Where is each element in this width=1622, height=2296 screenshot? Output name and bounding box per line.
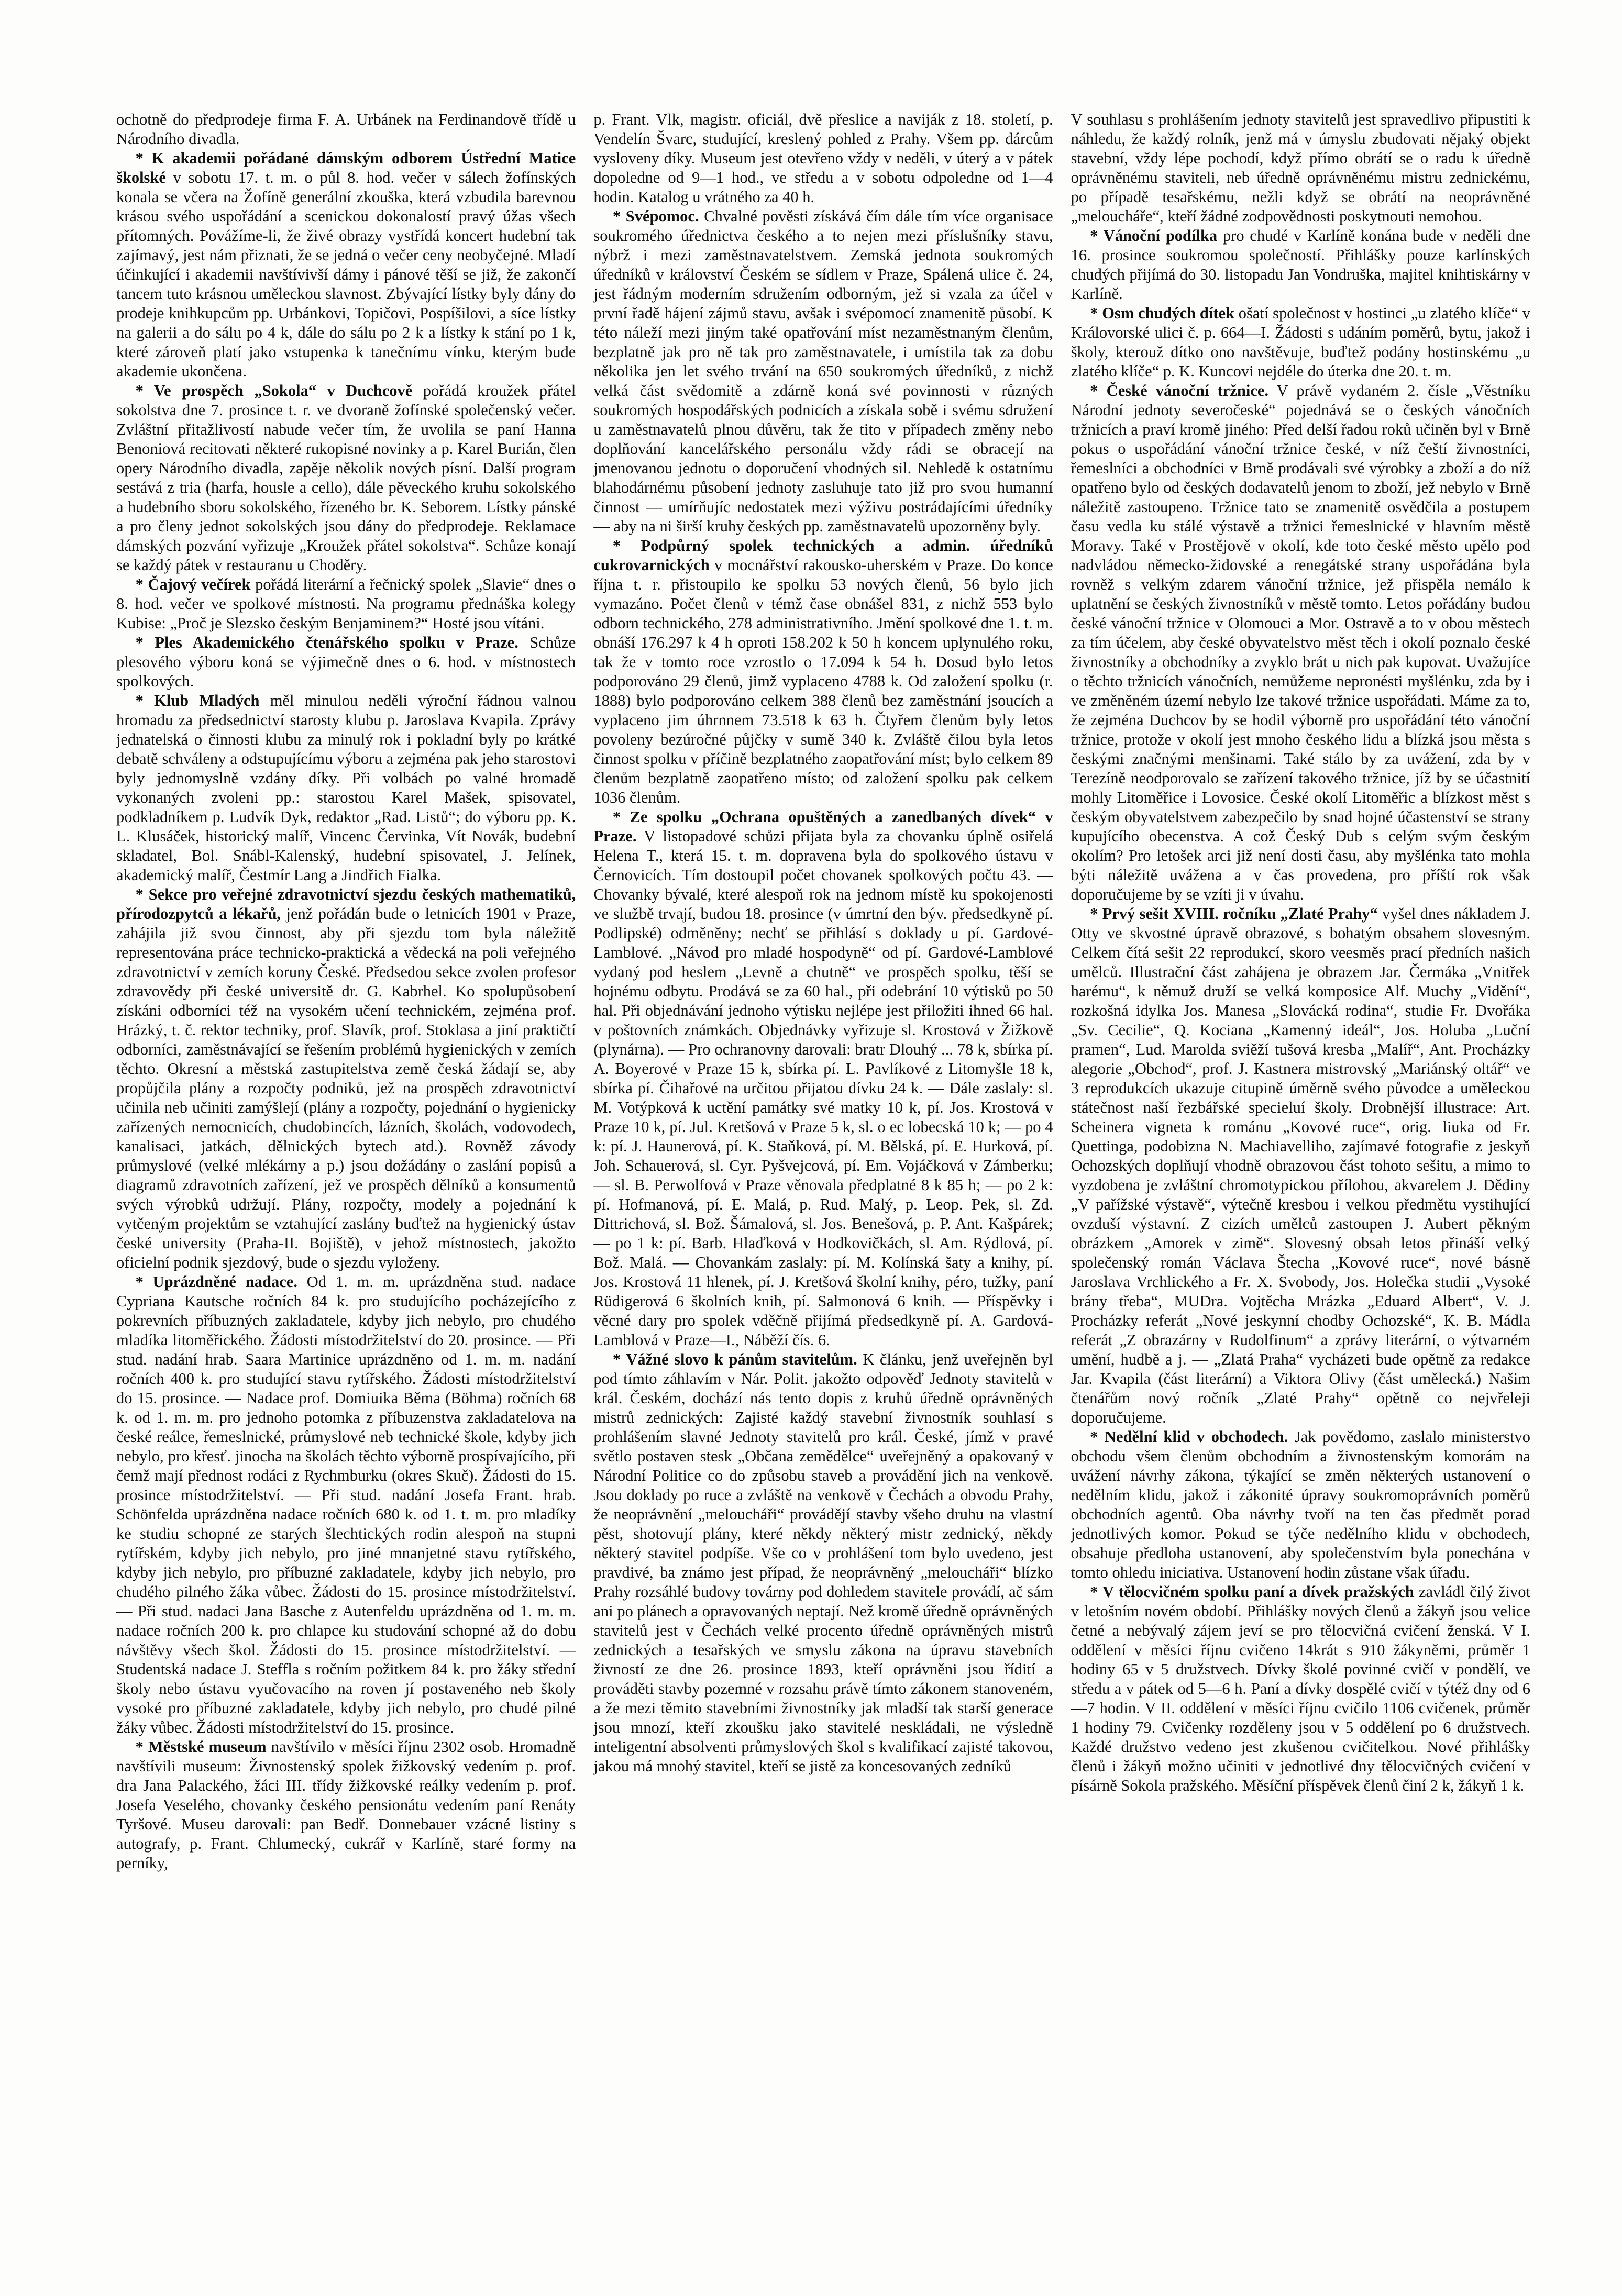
column-middle: [593, 110, 1053, 2278]
article-paragraph: [1071, 904, 1530, 1427]
article-paragraph: [593, 536, 1053, 807]
article-paragraph: [116, 633, 576, 691]
article-heading: * České vánoční tržnice.: [1090, 382, 1269, 400]
article-paragraph: [116, 885, 576, 1272]
article-paragraph: [593, 110, 1053, 207]
article-text: V listopadové schůzi přijata byla za chovanku úplně osiřelá Helena T., která 15. t. m. dopravena byla do spolkového ústavu v Černovicích. Tím dostoupil počet chovanek spolkových počtu 43. — Chovanky bývalé, které alespoň rok na jednom místě ku spokojenosti ve službě trvají, budou 18. prosince (v úmrtní den býv. předsedkyně pí. Podlipské) odměněny; nechť se přihlásí s doklady u pí. Gardové-Lamblové. „Návod pro mladé hospodyně“ od pí. Gardové-Lamblové vydaný pod heslem „Levně a chutně“ ve prospěch spolku, těší se hojnému odbytu. Prodává se za 60 hal., při odebrání 10 výtisků po 50 hal. Při objednávání jednoho výtisku nejlépe jest přiložiti ihned 66 hal. v poštovních známkách. Objednávky vyřizuje sl. Krostová v Žižkově (plynárna). — Pro ochranovny darovali: bratr Dlouhý ... 78 k, sbírka pí. A. Boyerové v Praze 15 k, sbírka pí. L. Pavlíkové z Litomyšle 18 k, sbírka pí. Čihařové na určitou přijatou dívku 24 k. — Dále zaslaly: sl. M. Votýpková k uctění památky své matky 10 k, pí. Jos. Krostová v Praze 10 k, pí. Jul. Kretšová v Praze 5 k, sl. o ec lobecská 10 k; — po 4 k: pí. J. Haunerová, pí. K. Staňková, pí. M. Bělská, pí. E. Hurková, pí. Joh. Schauerová, sl. Cyr. Pyšvejcová, pí. Em. Vojáčková v Zámberku; — sl. B. Perwolfová v Praze věnovala předplatné 8 k 85 h; — po 2 k: pí. Hofmanová, pí. E. Malá, p. Rud. Malý, p. Leop. Pek, sl. Zd. Dittrichová, sl. Bož. Šámalová, sl. Jos. Benešová, p. P. Ant. Kašpárek; — po 1 k: pí. Barb. Hlaďková v Hodkovičkách, sl. Am. Rýdlová, pí. Bož. Malá. — Chovankám zaslaly: pí. M. Kolínská šaty a knihy, pí. Jos. Krostová 11 hlenek, pí. J. Kretšová školní knihy, péro, tužky, paní Rüdigerová 6 školních knih, pí. Salmonová 6 knih. — Příspěvky i věcné dary pro spolek vděčně přijímá předsedkyně pí. A. Gardová-Lamblová v Praze—I., Náběží čís. 6.: [593, 827, 1053, 1349]
article-heading: * Městské museum: [135, 1738, 267, 1756]
article-paragraph: [116, 381, 576, 575]
column-left: [116, 110, 576, 2278]
article-paragraph: [1071, 1582, 1530, 1795]
article-text: Chvalné pověsti získává čím dále tím více organisace soukromého úřednictva českého a to nejen mezi příslušníky stavu, nýbrž i mezi zaměstnavatelstvem. Zemská jednota soukromých úředníků v království Českém se sídlem v Praze, Spálená ulice č. 24, jest řádným moderním sdružením odborným, jež si vzala za účel v první řadě hájení zájmů stavu, avšak i svépomocí znamenitě působí. K této náleží mezi jiným také opatřování míst nezaměstnaným členům, bezplatně jak pro ně tak pro zaměstnavatele, i umístila tak za dobu několika jen let svého trvání na 650 soukromých úředníků, z nichž velká část svědomitě a zdárně koná své povinnosti v různých soukromých hospodářských podnicích a získala sobě i svému sdružení u zaměstnavatelů plnou důvěru, tak že tito v případech změny nebo doplňování kancelářského personálu vždy rádi se obracejí na jmenovanou jednotu o doporučení vhodných sil. Nehledě k ostatnímu blahodárnému působení jednoty zasluhuje tato již pro svou humanní činnost — umírňujíc nedostatek mezi výživu postrádajícími úředníky — aby na ni širší kruhy českých pp. zaměstnavatelů upozorněny byly.: [593, 207, 1053, 535]
column-right: [1071, 110, 1530, 2278]
article-heading: * Ve prospěch „Sokola“ v Duchcově: [135, 382, 413, 400]
article-text: p. Frant. Vlk, magistr. oficiál, dvě přeslice a naviják z 18. století, p. Vendelín Švarc, studující, kreslený pohled z Prahy. Všem pp. dárcům vysloveny díky. Museum jest otevřeno vždy v neděli, v úterý a v pátek dopoledne od 9—1 hod., ve středu a v sobotu odpoledne od 1—4 hodin. Katalog u vrátného za 40 h.: [593, 110, 1053, 206]
article-paragraph: [593, 807, 1053, 1350]
article-text: pro chudé v Karlíně konána bude v neděli dne 16. prosince soukromou společností. Přihlášky pouze karlínských chudých přijímá do 30. listopadu Jan Vondruška, majitel knihtiskárny v Karlíně.: [1071, 227, 1530, 303]
article-paragraph: [116, 575, 576, 633]
article-heading: * Svépomoc.: [612, 207, 699, 225]
article-text: Jak povědomo, zaslalo ministerstvo obchodu všem členům obchodním a živnostenským komorám na uvážení návrhy zákona, týkající se změn některých ustanovení o nedělním klidu, jakož i zákonité úpravy soukromoprávních poměrů obchodních agentů. Oba návrhy tvoří na ten čas předmět porad jednotlivých komor. Pokud se týče nedělního klidu v obchodech, obsahuje předloha ustanovení, aby společenstvím byla ponechána v tomto ohledu iniciativa. Ustanovení hodin zůstane však úřadu.: [1071, 1428, 1530, 1581]
article-text: Schůze plesového výboru koná se výjimečně dnes o 6. hod. v místnostech spolkových.: [116, 634, 576, 690]
article-paragraph: [116, 110, 576, 149]
article-heading: * Vážné slovo k pánům stavitelům.: [612, 1350, 857, 1368]
article-paragraph: [593, 207, 1053, 536]
article-text: v sobotu 17. t. m. o půl 8. hod. večer v sálech žofínských konala se včera na Žofíně generální zkouška, která vzbudila barevnou krásou svého uspořádání a scenickou dokonalostí pravý úžas všech přítomných. Povážíme-li, že živé obrazy vystřídá koncert hudební tak zajímavý, jest nám přiznati, že se jedná o večer ceny neobyčejné. Mladí účinkující i akademii navštívivší dámy i pánové těší se již, že zakončí tancem tuto krásnou uměleckou slavnost. Zbývající lístky byly dány do prodeje knihkupcům pp. Urbánkovi, Topičovi, Pospíšilovi, a síce lístky na galerii a do sálu po 4 k, dále do sálu po 2 k a lístky k stání po 1 k, které zároveň platí jako vstupenka k tanečnímu vínku, kterým bude akademie ukončena.: [116, 169, 576, 380]
article-text: vyšel dnes nákladem J. Otty ve skvostné úpravě obrazové, s bohatým obsahem slovesným. Celkem čítá sešit 22 reprodukcí, skoro veesměs prací předních našich umělců. Illustrační část zahájena je obrazem Jar. Čermáka „Vnitřek harému“, k němuž druží se velká komposice Alf. Muchy „Vidění“, rozkošná idylka Jos. Manesa „Slovácká rodina“, studie Fr. Dvořáka „Sv. Cecilie“, Q. Kociana „Kamenný ideál“, Jos. Holuba „Luční pramen“, Lud. Marolda sviěží tušová kresba „Malíř“, Ant. Procházky alegorie „Obchod“, prof. J. Kastnera mistrovský „Mariánský oltář“ ve 3 reprodukcích ukazuje citupině úměrně svého původce a uměleckou státečnost naší řezbářské specieluí školy. Drobnější illustrace: Art. Scheinera vigneta k románu „Kovové ruce“, orig. liuka od Fr. Quettinga, podobizna N. Machiavelliho, zajímavé fotografie z jeskyň Ochozských doplňují vhodně obrazovou část tohoto sešitu, a mimo to vyzdobena je zvláštní chromotypickou přílohou, akvarelem J. Dědiny „V pařížské výstavě“, výtečně kresbou i velkou předmětu vystihující ovzduší výstavní. Z cizích umělců zastoupen J. Aubert pěkným obrázkem „Amorek v zimě“. Slovesný obsah letos přináší velký společenský román Václava Štecha „Kovové ruce“, nové básně Jaroslava Vrchlického a Fr. X. Svobody, Jos. Holečka studii „Vysoké brány třeba“, MUDra. Vojtěcha Mrázka „Eduard Albert“, V. J. Procházky referát „Nové jeskynní chodby Ochozské“, K. B. Mádla referát „Z obrazárny v Rudolfinum“ a zprávy literární, o výtvarném umění, hudbě a j. — „Zlatá Praha“ vycházeti bude opětně za redakce Jar. Kvapila (část literární) a Viktora Olivy (část umělecká.) Našim čtenářům nový ročník „Zlaté Prahy“ opětně co nejvřeleji doporučujeme.: [1071, 905, 1530, 1426]
article-text: jenž pořádán bude o letnicích 1901 v Praze, zahájila již svou činnost, aby při sjezdu tom byla náležitě representována práce technicko-praktická a vědecká na poli veřejného zdravotnictví v zemích koruny České. Předsedou sekce zvolen profesor zdravovědy při české universitě dr. G. Kabrhel. Ko spolupůsobení získáni odborníci též na vysokém učení technickém, zejména prof. Hrázký, t. č. rektor techniky, prof. Slavík, prof. Stoklasa a jiní praktičtí odborníci, zaměstnávající se řešením problémů hygienických v zemích těchto. Okresní a městská zastupitelstva země česká žádají se, aby propůjčila plány a rozpočty podniků, jež na prospěch zdravotnictví učinila neb učiniti zamýšlejí (plány a rozpočty, pojednání o hygienicky zařízených nemocnicích, chudobincích, lázních, školách, vodovodech, kanalisaci, jatkách, dělnických bytech atd.). Rovněž závody průmyslové (velké mlékárny a p.) jsou dožádány o zaslání popisů a diagramů zdravotních zařízení, jež ve prospěch dělníků a konsumentů svých výrobků udržují. Plány, rozpočty, modely a pojednání k vytčeným projektům se vztahující zaslány buďtež na hygienický ústav české university (Praha-II. Bojiště), v jehož místnostech, jakožto oficielní podnik sjezdový, bude o sjezdu vyloženy.: [116, 905, 576, 1271]
article-paragraph: [1071, 304, 1530, 381]
article-heading: * Podpůrný spolek technických a admin. úředníků cukrovarnických: [593, 537, 1053, 574]
article-heading: * V tělocvičném spolku paní a dívek pražských: [1090, 1583, 1414, 1601]
article-paragraph: [1071, 381, 1530, 904]
article-text: Od 1. m. m. uprázdněna stud. nadace Cypriana Kautsche ročních 84 k. pro studujícího pocházejícího z pokrevních příbuzných zakladatele, kdyby jich nebylo, pro chudého mladíka litoměřického. Žádosti místodržitelství do 20. prosince. — Při stud. nadání hrab. Saara Martinice uprázdněno od 1. m. m. nadání ročních 400 k. pro studující stavu rytířského. Žádosti místodržitelství do 15. prosince. — Nadace prof. Domiuika Běma (Böhma) ročních 68 k. od 1. m. m. pro jednoho potomka z příbuzenstva zakladatelova na české reálce, řemeslnické, průmyslové neb technické škole, kdyby jich nebylo, pro křesť. jinocha na školách těchto výborně prospívajícího, při čemž mají přednost rodáci z Rychmburku (okres Skuč). Žádosti do 15. prosince místodržitelství. — Při stud. nadání Josefa Frant. hrab. Schönfelda uprázdněna nadace ročních 680 k. od 1. t. m. pro mladíky ke studiu schopné ze starých šlechtických rodin alespoň na stupni rytířském, kdyby jich nebylo, pro jiné mnanjetné stavu rytířského, kdyby jich nebylo, pro příbuzné zakladatele, kdyby jich nebylo, pro chudého pilného žáka vůbec. Žádosti do 15. prosince místodržitelství. — Při stud. nadaci Jana Basche z Autenfeldu uprázdněna od 1. m. m. nadace ročních 200 k. pro chlapce ku studování schopné až do dobu návštěvy všech škol. Žádosti do 15. prosince místodržitelství. — Studentská nadace J. Steffla s ročním požitkem 84 k. pro žáky střední školy nebo ústavu vyučovacího na roven jí postaveného neb školy vysoké pro příbuzné zakladatele, kdyby jich nebylo, pro chudé pilné žáky vůbec. Žádosti místodržitelství do 15. prosince.: [116, 1273, 576, 1736]
article-paragraph: [593, 1350, 1053, 1776]
article-paragraph: [116, 149, 576, 381]
article-heading: * Čajový večírek: [135, 575, 251, 593]
article-paragraph: [1071, 1427, 1530, 1582]
article-paragraph: [1071, 226, 1530, 304]
article-text: ochotně do předprodeje firma F. A. Urbánek na Ferdinandově třídě u Národního divadla.: [116, 110, 576, 148]
article-heading: * Nedělní klid v obchodech.: [1090, 1428, 1288, 1446]
article-paragraph: [116, 1737, 576, 1873]
article-heading: * Sekce pro veřejné zdravotnictví sjezdu českých mathematiků, přírodozpytců a lékařů,: [116, 885, 576, 923]
article-heading: * Vánoční podílka: [1090, 227, 1218, 245]
article-text: K článku, jenž uveřejněn byl pod tímto záhlavím v Nár. Polit. jakožto odpověď Jednoty stavitelů v král. Českém, dochází nás tento dopis z kruhů úředně oprávněných mistrů zednických: Zajisté každý stavební živnostník souhlasí s prohlášením slavné Jednoty stavitelů pro král. České, jímž v pravé světlo postaven stesk „Občana zemědělce“ uveřejněný a opakovaný v Národní Politice co do způsobu staveb a provádění jich na venkově. Jsou doklady po ruce a zvláště na venkově v Čechách a obvodu Prahy, že neoprávnění „meloucháři“ provádějí stavby všeho druhu na vlastní pěst, shotovují plány, které někdy některý mistr zednický, někdy některý stavitel podpíše. Vše co v prohlášení tom bylo uvedeno, jest pravdivé, ba známo jest případ, že neoprávněný „meloucháři“ blízko Prahy rozsáhlé budovy továrny pod dohledem stavitele provádí, ač sám ani po plánech a opravovaných neptají. Než kromě úředně oprávněných stavitelů jest v Čechách velké procento úředně oprávněných mistrů zednických a tesařských ve smyslu zákona na úpravu stavebních živností ze dne 26. prosince 1893, kteří oprávněni jsou řídití a prováděti stavby pozemné v rozsahu právě tímto zákonem stanoveném, a že mezi těmito stavebními živnostníky jak mladší tak starší generace jsou mnozí, kteří zkoušku jako stavitelé neskládali, ne výsledně inteligentní absolventi průmyslových škol s kvalifikací zajisté takovou, jakou má mnohý stavitel, kteří se jistě za koncesovaných zedníků: [593, 1350, 1053, 1775]
article-paragraph: [1071, 110, 1530, 226]
article-text: navštívilo v měsíci říjnu 2302 osob. Hromadně navštívili museum: Živnostenský spolek žižkovský vedením p. prof. dra Jana Palackého, žáci III. třídy žižkovské reálky vedením p. prof. Josefa Veselého, chovanky českého pensionátu vedením paní Renáty Tyršové. Museu darovali: pan Bedř. Donnebauer vzácné listiny s autografy, p. Frant. Chlumecký, cukrář v Karlíně, staré formy na perníky,: [116, 1738, 576, 1872]
article-text: měl minulou neděli výroční řádnou valnou hromadu za předsednictví starosty klubu p. Jaroslava Kvapila. Zprávy jednatelská o činnosti klubu za minulý rok i pokladní byly po krátké debatě schváleny a odstupujícímu výboru a zejména pak jeho starostovi byly jednomyslně vzdány díky. Při volbách po valné hromadě vykonaných zvoleni pp.: starostou Karel Mašek, spisovatel, podkladníkem p. Ludvík Dyk, redaktor „Rad. Listů“; do výboru pp. K. L. Klusáček, historický malíř, Vincenc Červinka, Vít Novák, budební skladatel, Bol. Snábl-Kalenský, hudební spisovatel, J. Jelínek, akademický malíř, Čestmír Lang a Jindřich Fialka.: [116, 692, 576, 884]
article-paragraph: [116, 1272, 576, 1737]
article-paragraph: [116, 691, 576, 885]
article-heading: * K akademii pořádané dámským odborem Ústřední Matice školské: [116, 149, 576, 186]
article-text: zavládl čilý život v letošním novém období. Přihlášky nových členů a žákyň jsou velice četné a nebývalý zájem jeví se pro tělocvičná cvičení ženská. V I. oddělení v měsíci říjnu cvičeno 14krát s 910 žákyněmi, průměr 1 hodiny 65 v 5 družstvech. Dívky školé povinné cvičí v pondělí, ve středu a v pátek od 5—6 h. Paní a dívky dospělé cvičí v týtéž dny od 6—7 hodin. V II. oddělení v měsíci říjnu cvičilo 1106 cvičenek, průměr 1 hodiny 79. Cvičenky rozděleny jsou v 5 oddělení po 6 družstvech. Každé družstvo vedeno jest zkušenou cvičitelkou. Nové přihlášky členů i žákyň možno učiniti v jednotlivé dny tělocvičných cvičení v písárně Sokola pražského. Měsíční příspěvek členů činí 2 k, žákyň 1 k.: [1071, 1583, 1530, 1794]
article-text: V právě vydaném 2. čísle „Věstníku Národní jednoty severočeské“ pojednává se o českých vánočních tržnicích a praví kromě jiného: Před delší řadou roků učiněn byl v Brně pokus o uspořádání vánoční tržnice české, v níž čeští živnostníci, řemeslníci a obchodníci v Brně prodávali své výrobky a zboží a do níž opatřeno bylo od českých dodavatelů jenom to zboží, jež nebylo v Brně náležitě zastoupeno. Tržnice tato se znamenitě osvědčila a postupem času vedla ku stálé výstavě a tržnici řemeslnické v hlavním městě Moravy. Také v Prostějově v okolí, kde toto české město upělo pod nadvládou německo-židovské a renegátské strany uspořádána byla rovněž s velkým zdarem vánoční tržnice, jež přispěla nemálo k uplatnění se českých živnostníků v městě tomto. Letos pořádány budou české vánoční tržnice v Olomouci a Mor. Ostravě a to v obou městech za tím účelem, aby české obyvatelstvo měst těch i okolí poznalo české živnostníky a obchodníky a zvyklo brát u nich pak kupovat. Uvažujíce o těchto tržnicích vánočních, nemůžeme nepronésti myšlénku, zda by i ve změněném území nebylo lze takové tržnice uspořádati. Máme za to, že zejména Duchcov by se hodil výborně pro uspořádání této vánoční tržnice, protože v okolí jest mnoho českého lidu a blízká jsou města s českými značnými menšinami. Také stálo by za uvážení, zda by v Terezíně neodporovalo se zařízení takového tržnice, jíž by se účastnití mohly Litoměřice i Lovosice. České okolí Litoměřic a blízkost měst s českým obyvatelstvem zabezpečilo by snad hojné účastenství se strany kupujícího obecenstva. A což Český Dub s celým svým českým okolím? Pro letošek arci již není dosti času, aby myšlénka tato mohla býti náležitě uvážena a v čas provedena, pro příští rok však doporučujeme by se vzíti ji v úvahu.: [1071, 382, 1530, 903]
article-heading: * Ples Akademického čtenářského spolku v Praze.: [135, 634, 518, 651]
article-text: ošatí společnost v hostinci „u zlatého klíče“ v Královorské ulici č. p. 664—I. Žádosti s udáním poměrů, bytu, jakož i školy, kterouž dítko ono navštěvuje, buďtež podány hostinskému „u zlatého klíče“ p. K. Kuncovi nejdéle do úterka dne 20. t. m.: [1071, 304, 1530, 380]
article-text: pořádá literární a řečnický spolek „Slavie“ dnes o 8. hod. večer ve spolkové místnosti. Na programu přednáška kolegy Kubise: „Proč je Slezsko českým Benjaminem?“ Hosté jsou vítáni.: [116, 575, 576, 632]
article-text: pořádá kroužek přátel sokolstva dne 7. prosince t. r. ve dvoraně žofínské společenský večer. Zvláštní přitažlivostí nabude večer tím, že uvolila se paní Hanna Benoniová recitovati některé rukopisné novinky a p. Karel Burián, člen opery Národního divadla, zapěje několik nových písní. Další program sestává z tria (harfa, housle a cello), dále pěveckého kruhu sokolského a hudebního sboru sokolského, řízeného br. K. Seborem. Lístky pánské a pro členy jednot sokolských jsou dány do předprodeje. Reklamace dámských pozvání vyřizuje „Kroužek přátel sokolstva“. Schůze konají se každý pátek v restauranu u Choděry.: [116, 382, 576, 574]
article-heading: * Osm chudých dítek: [1090, 304, 1234, 322]
article-heading: * Prvý sešit XVIII. ročníku „Zlaté Prahy“: [1090, 905, 1378, 923]
text-columns: [116, 110, 1530, 2278]
article-text: V souhlasu s prohlášením jednoty stavitelů jest spravedlivo připustiti k náhledu, že každý rolník, jenž má v úmyslu zbudovati nějaký objekt stavební, vždy lépe pochodí, když přímo obrátí se o radu k úředně oprávněnému staviteli, neb úředně oprávněnému mistru zednickému, po případě tesařskému, nežli když se obrátí na neoprávněné „meloucháře“, kteří žádné zodpovědnosti poskytnouti nemohou.: [1071, 110, 1530, 225]
article-text: v mocnářství rakousko-uherském v Praze. Do konce října t. r. přistoupilo ke spolku 53 nových členů, 56 bylo jich vymazáno. Počet členů v témž čase obnášel 831, z nichž 553 bylo odborn technického, 278 administrativního. Jmění spolkové dne 1. t. m. obnáší 176.297 k 4 h oproti 158.202 k 50 h koncem uplynulého roku, tak že v tomto roce vzrostlo o 17.094 k 54 h. Dosud bylo letos podporováno 29 členů, jimž vyplaceno 4788 k. Od založení spolku (r. 1888) bylo podporováno celkem 388 členů bez zaměstnání jsoucích a vyplaceno jim úhrnnem 73.518 k 63 h. Čtyřem členům byly letos povoleny bezúročné půjčky v sumě 340 k. Zvláště čilou byla letos činnost spolku v příčině bezplatného zaopatřování míst; bylo celkem 89 členům bezplatně zaopatřeno místo; od založení spolku pak celkem 1036 členům.: [593, 556, 1053, 806]
article-heading: * Klub Mladých: [135, 692, 260, 709]
article-heading: * Uprázdněné nadace.: [135, 1273, 297, 1291]
article-heading: * Ze spolku „Ochrana opuštěných a zanedbaných dívek“ v Praze.: [593, 808, 1053, 845]
